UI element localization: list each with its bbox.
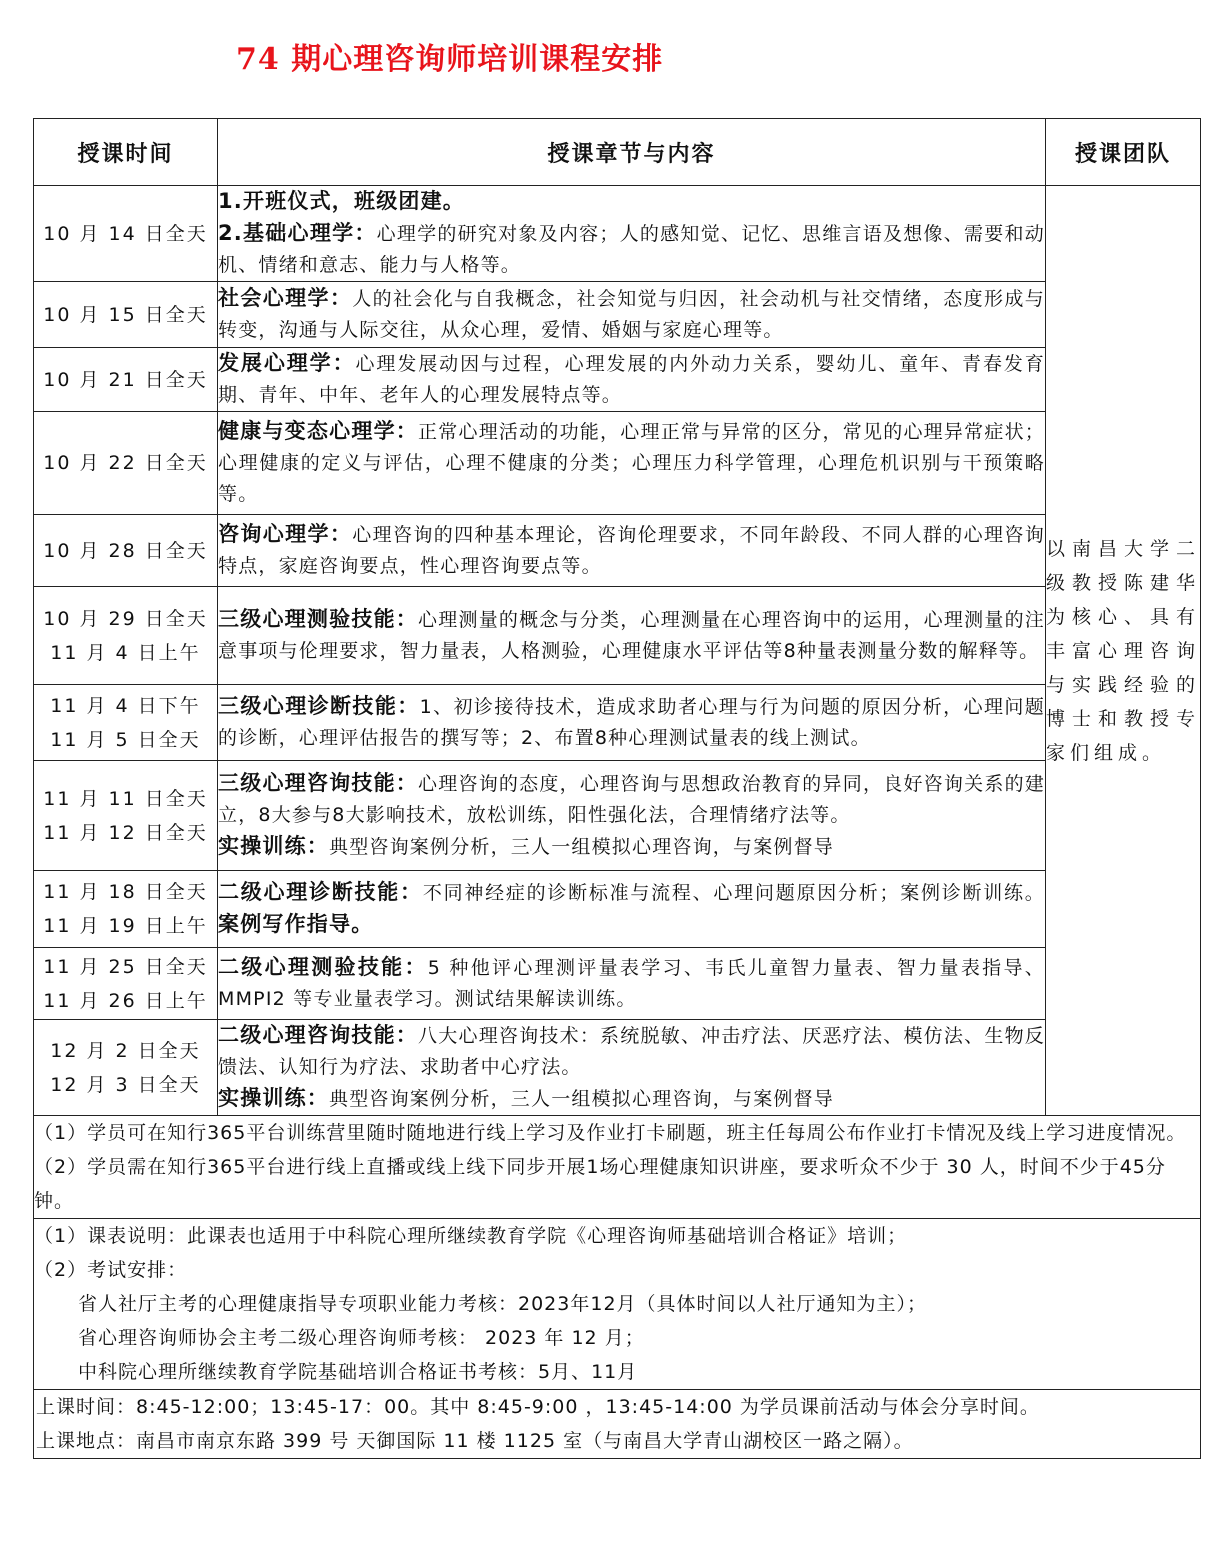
time-line: 10 月 15 日全天 (43, 303, 208, 326)
practice-title: 实操训练： (218, 1086, 329, 1110)
note-line: （1）学员可在知行365平台训练营里随时随地进行线上学习及作业打卡刷题，班主任每周公布作业打卡情况及线上学习进度情况。 (34, 1122, 1187, 1144)
schedule-row (34, 871, 1201, 948)
time-line: 10 月 22 日全天 (43, 452, 208, 474)
time-line: 11 月 19 日上午 (43, 915, 208, 937)
time-line: 11 月 5 日全天 (50, 728, 201, 751)
time-line: 11 月 4 日上午 (50, 641, 201, 664)
row-time (34, 761, 218, 871)
schedule-row (34, 761, 1201, 871)
topic-text: 八大心理咨询技术：系统脱敏、冲击疗法、厌恶疗法、模仿法、生物反馈法、认知行为疗法、求助者中心疗法。 (218, 1025, 1045, 1078)
row-content (218, 948, 1046, 1020)
footer-row (34, 1390, 1201, 1459)
row-content (218, 412, 1046, 515)
note-line: （1）课表说明：此课表也适用于中科院心理所继续教育学院《心理咨询师基础培训合格证》培训； (34, 1225, 908, 1247)
topic-title: 健康与变态心理学： (218, 419, 419, 443)
row-time (34, 515, 218, 587)
schedule-row (34, 282, 1201, 348)
row-time (34, 871, 218, 948)
class-time: 上课时间：8:45-12:00；13:45-17：00。其中 8:45-9:00 ，13:45-14:00 为学员课前活动与体会分享时间。 (36, 1396, 1040, 1418)
practice-text: 典型咨询案例分析，三人一组模拟心理咨询，与案例督导 (329, 836, 835, 858)
schedule-row (34, 685, 1201, 761)
note-line: （2）学员需在知行365平台进行线上直播或线上线下同步开展1场心理健康知识讲座，要求听众不少于 30 人，时间不少于45分钟。 (34, 1156, 1166, 1212)
notes-row-1 (34, 1116, 1201, 1219)
topic-text: 心理测量的概念与分类，心理测量在心理咨询中的运用，心理测量的注意事项与伦理要求，智力量表，人格测验，心理健康水平评估等8种量表测量分数的解释等。 (218, 609, 1045, 662)
footer-info (34, 1390, 1201, 1459)
notes-row-2 (34, 1219, 1201, 1390)
time-line: 11 月 11 日全天 (43, 787, 208, 810)
schedule-row (34, 186, 1201, 282)
header-row (34, 119, 1201, 186)
header-content: 授课章节与内容 (218, 119, 1046, 186)
topic-title: 三级心理诊断技能： (218, 694, 420, 718)
row-content (218, 515, 1046, 587)
row-content (218, 587, 1046, 685)
time-line: 10 月 21 日全天 (43, 368, 208, 391)
topic-title: 二级心理测验技能： (218, 955, 428, 979)
time-line: 12 月 2 日全天 (50, 1039, 201, 1062)
practice-text: 典型咨询案例分析，三人一组模拟心理咨询，与案例督导 (329, 1088, 835, 1110)
topic-title: 三级心理咨询技能： (218, 771, 419, 795)
schedule-row (34, 587, 1201, 685)
topic-title: 咨询心理学： (218, 522, 353, 546)
topic-text: 1、初诊接待技术，造成求助者心理与行为问题的原因分析，心理问题的诊断，心理评估报告的撰写等；2、布置8种心理测试量表的线上测试。 (218, 696, 1045, 749)
time-line: 10 月 28 日全天 (43, 539, 208, 562)
header-team: 授课团队 (1046, 119, 1201, 186)
schedule-row (34, 515, 1201, 587)
topic-text: 心理咨询的四种基本理论，咨询伦理要求，不同年龄段、不同人群的心理咨询特点，家庭咨询要点，性心理咨询要点等。 (218, 524, 1045, 577)
row-time (34, 282, 218, 348)
exam-item: 省人社厅主考的心理健康指导专项职业能力考核：2023年12月（具体时间以人社厅通知为主）； (78, 1293, 928, 1315)
topic-text: 人的社会化与自我概念，社会知觉与归因，社会动机与社交情绪，态度形成与转变，沟通与人际交往，从众心理，爱情、婚姻与家庭心理等。 (218, 288, 1045, 341)
practice-title: 实操训练： (218, 834, 329, 858)
time-line: 11 月 18 日全天 (43, 881, 208, 903)
schedule-row (34, 1020, 1201, 1116)
exam-item: 中科院心理所继续教育学院基础培训合格证书考核：5月、11月 (78, 1361, 638, 1383)
topic-title: 2.基础心理学： (218, 221, 377, 245)
topic-text: 心理学的研究对象及内容；人的感知觉、记忆、思维言语及想像、需要和动机、情绪和意志、能力与人格等。 (218, 223, 1045, 276)
topic-title: 二级心理诊断技能： (218, 880, 423, 904)
topic-text: 正常心理活动的功能，心理正常与异常的区分，常见的心理异常症状；心理健康的定义与评估，心理不健康的分类；心理压力科学管理，心理危机识别与干预策略等。 (218, 421, 1045, 505)
notes-platform (34, 1116, 1201, 1219)
row-time (34, 412, 218, 515)
row-time (34, 948, 218, 1020)
topic-text: 心理发展动因与过程，心理发展的内外动力关系，婴幼儿、童年、青春发育期、青年、中年、老年人的心理发展特点等。 (218, 353, 1045, 406)
note-line: （2）考试安排： (34, 1259, 188, 1281)
row-time (34, 587, 218, 685)
lead-text: 1.开班仪式，班级团建。 (218, 189, 465, 213)
team-cell: 以南昌大学二级教授陈建华为核心、具有丰富心理咨询与实践经验的博士和教授专家们组成。 (1046, 186, 1201, 1116)
time-line: 11 月 12 日全天 (43, 821, 208, 844)
topic-tail: 案例写作指导。 (218, 912, 374, 936)
topic-text: 心理咨询的态度，心理咨询与思想政治教育的异同，良好咨询关系的建立，8大参与8大影响技术，放松训练，阳性强化法，合理情绪疗法等。 (218, 773, 1045, 826)
header-time: 授课时间 (34, 119, 218, 186)
schedule-row (34, 412, 1201, 515)
topic-text: 5 种他评心理测评量表学习、韦氏儿童智力量表、智力量表指导、MMPI2 等专业量表学习。测试结果解读训练。 (218, 957, 1045, 1010)
row-content (218, 282, 1046, 348)
time-line: 10 月 14 日全天 (43, 222, 208, 245)
time-line: 11 月 26 日上午 (43, 989, 208, 1012)
exam-item: 省心理咨询师协会主考二级心理咨询师考核： 2023 年 12 月； (78, 1327, 645, 1349)
row-content (218, 761, 1046, 871)
row-content (218, 871, 1046, 948)
notes-exam (34, 1219, 1201, 1390)
time-line: 11 月 25 日全天 (43, 955, 208, 978)
row-time (34, 685, 218, 761)
class-place: 上课地点：南昌市南京东路 399 号 天御国际 11 楼 1125 室（与南昌大学青山湖校区一路之隔）。 (36, 1430, 914, 1452)
schedule-row (34, 948, 1201, 1020)
time-line: 11 月 4 日下午 (50, 694, 201, 717)
row-content (218, 348, 1046, 412)
schedule-row (34, 348, 1201, 412)
row-content (218, 685, 1046, 761)
time-line: 12 月 3 日全天 (50, 1073, 201, 1096)
row-time (34, 348, 218, 412)
page-title: 74 期心理咨询师培训课程安排 (236, 42, 664, 77)
topic-text: 不同神经症的诊断标准与流程、心理问题原因分析；案例诊断训练。 (422, 882, 1045, 904)
schedule-table (33, 118, 1201, 1459)
topic-title: 三级心理测验技能： (218, 607, 419, 631)
time-line: 10 月 29 日全天 (43, 607, 208, 630)
topic-title: 社会心理学： (218, 286, 353, 310)
row-time (34, 1020, 218, 1116)
row-content (218, 186, 1046, 282)
row-content (218, 1020, 1046, 1116)
row-time (34, 186, 218, 282)
topic-title: 发展心理学： (218, 351, 356, 375)
topic-title: 二级心理咨询技能： (218, 1023, 419, 1047)
